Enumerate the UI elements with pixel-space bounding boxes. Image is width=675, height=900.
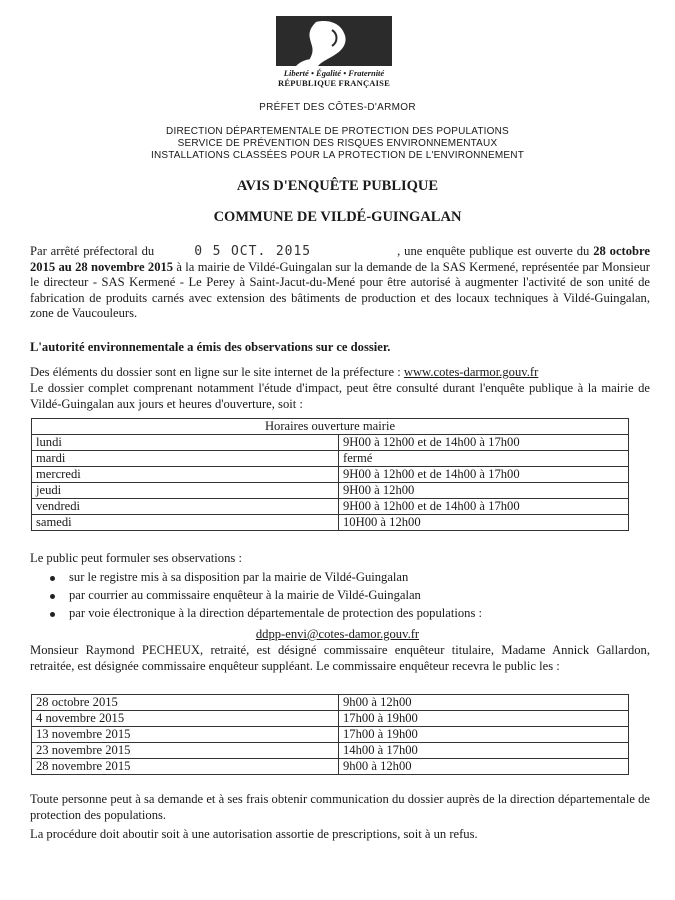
day-cell: lundi: [32, 435, 339, 451]
intro-prefix: Par arrêté préfectoral du: [30, 244, 155, 258]
intro-suffix: , une enquête publique est ouverte du: [397, 244, 590, 258]
day-cell: mardi: [32, 451, 339, 467]
direction-line-3: INSTALLATIONS CLASSÉES POUR LA PROTECTION DE L'ENVIRONNEMENT: [150, 150, 525, 161]
bullet-text: par voie électronique à la direction départementale de protection des populations :: [69, 606, 482, 620]
table-row: [32, 499, 629, 515]
direction-line-2: SERVICE DE PRÉVENTION DES RISQUES ENVIRONNEMENTAUX: [177, 138, 498, 149]
table-row: [32, 467, 629, 483]
bullet-icon: [50, 612, 55, 617]
marianne-logo: [266, 14, 402, 90]
table-row: [32, 727, 629, 743]
republique-francaise: RÉPUBLIQUE FRANÇAISE: [278, 78, 390, 88]
hours-cell: 9H00 à 12h00 et de 14h00 à 17h00: [339, 499, 629, 515]
hours-cell: 10H00 à 12h00: [339, 515, 629, 531]
table-row: [32, 483, 629, 499]
prefecture-link[interactable]: www.cotes-darmor.gouv.fr: [403, 365, 539, 379]
commissaire-paragraph: Monsieur Raymond PECHEUX, retraité, est désigné commissaire enquêteur titulaire, Madame Annick Gallardon, retraitée, est désignée commissaire enquêteur suppléant. Le commissaire enquêteur recevra le public les :: [30, 643, 650, 673]
table-row: [32, 451, 629, 467]
table-row: [32, 695, 629, 711]
intro-rest: à la mairie de Vildé-Guingalan sur la demande de la SAS Kermené, représentée par Monsieur le directeur - SAS Kermené - Le Perey à Saint-Jacut-du-Mené pour être autorisé à augmenter l'activité de son unité de fabrication de produits carnés avec extension des bâtiments de production et des locaux techniques à Vildé-Guingalan, zone de Vaucouleurs.: [30, 259, 650, 321]
day-cell: mercredi: [32, 467, 339, 483]
opening-hours-table: [31, 418, 629, 531]
day-cell: samedi: [32, 515, 339, 531]
conclusion-text: La procédure doit aboutir soit à une autorisation assortie de prescriptions, soit à un refus.: [30, 827, 478, 841]
commune-title: COMMUNE DE VILDÉ-GUINGALAN: [213, 209, 462, 225]
online-notice: [30, 364, 650, 380]
day-cell: jeudi: [32, 483, 339, 499]
bullet-item: [50, 605, 650, 621]
date-cell: 4 novembre 2015: [32, 711, 339, 727]
hours-cell: 9h00 à 12h00: [339, 759, 629, 775]
table-row: [32, 711, 629, 727]
table-header-row: [32, 419, 629, 435]
hours-cell: fermé: [339, 451, 629, 467]
motto: Liberté • Égalité • Fraternité: [283, 68, 385, 78]
prefet-heading: PRÉFET DES CÔTES-D'ARMOR: [259, 102, 416, 113]
table-row: [32, 743, 629, 759]
hours-cell: 17h00 à 19h00: [339, 711, 629, 727]
online-text: Des éléments du dossier sont en ligne sur le site internet de la préfecture :: [30, 365, 404, 379]
notice-title: AVIS D'ENQUÊTE PUBLIQUE: [236, 178, 439, 194]
intro-paragraph: [30, 244, 650, 322]
date-cell: 28 octobre 2015: [32, 695, 339, 711]
table-row: [32, 515, 629, 531]
bullet-icon: [50, 576, 55, 581]
bullet-item: [50, 587, 650, 603]
public-intro: Le public peut formuler ses observations :: [30, 551, 242, 565]
table-row: [32, 759, 629, 775]
hours-cell: 9H00 à 12h00: [339, 483, 629, 499]
hours-cell: 9H00 à 12h00 et de 14h00 à 17h00: [339, 467, 629, 483]
date-cell: 23 novembre 2015: [32, 743, 339, 759]
hours-cell: 14h00 à 17h00: [339, 743, 629, 759]
email-line: [0, 626, 675, 642]
date-cell: 13 novembre 2015: [32, 727, 339, 743]
date-cell: 28 novembre 2015: [32, 759, 339, 775]
inquiry-dates: 28 octobre 2015 au 28 novembre 2015: [30, 244, 651, 274]
bullet-text: par courrier au commissaire enquêteur à la mairie de Vildé-Guingalan: [69, 588, 421, 602]
dossier-paragraph: Le dossier complet comprenant notamment l'étude d'impact, peut être consulté durant l'enquête publique à la mairie de Vildé-Guingalan aux jours et heures d'ouverture, soit :: [30, 381, 650, 411]
bullet-item: [50, 569, 650, 585]
permanences-table: [31, 694, 629, 775]
day-cell: vendredi: [32, 499, 339, 515]
bullet-text: sur le registre mis à sa disposition par la mairie de Vildé-Guingalan: [69, 570, 409, 584]
bullet-icon: [50, 594, 55, 599]
email-link[interactable]: ddpp-envi@cotes-damor.gouv.fr: [255, 627, 420, 641]
hours-cell: 17h00 à 19h00: [339, 727, 629, 743]
communication-paragraph: Toute personne peut à sa demande et à ses frais obtenir communication du dossier auprès de la direction départementale de protection des populations.: [30, 792, 650, 822]
hours-cell: 9H00 à 12h00 et de 14h00 à 17h00: [339, 435, 629, 451]
hours-cell: 9h00 à 12h00: [339, 695, 629, 711]
table-row: [32, 435, 629, 451]
direction-line-1: DIRECTION DÉPARTEMENTALE DE PROTECTION DES POPULATIONS: [166, 126, 509, 137]
date-stamp: 0 5 OCT. 2015: [194, 244, 312, 259]
autorite-notice: L'autorité environnementale a émis des observations sur ce dossier.: [30, 340, 391, 354]
opening-hours-header: Horaires ouverture mairie: [32, 419, 629, 435]
